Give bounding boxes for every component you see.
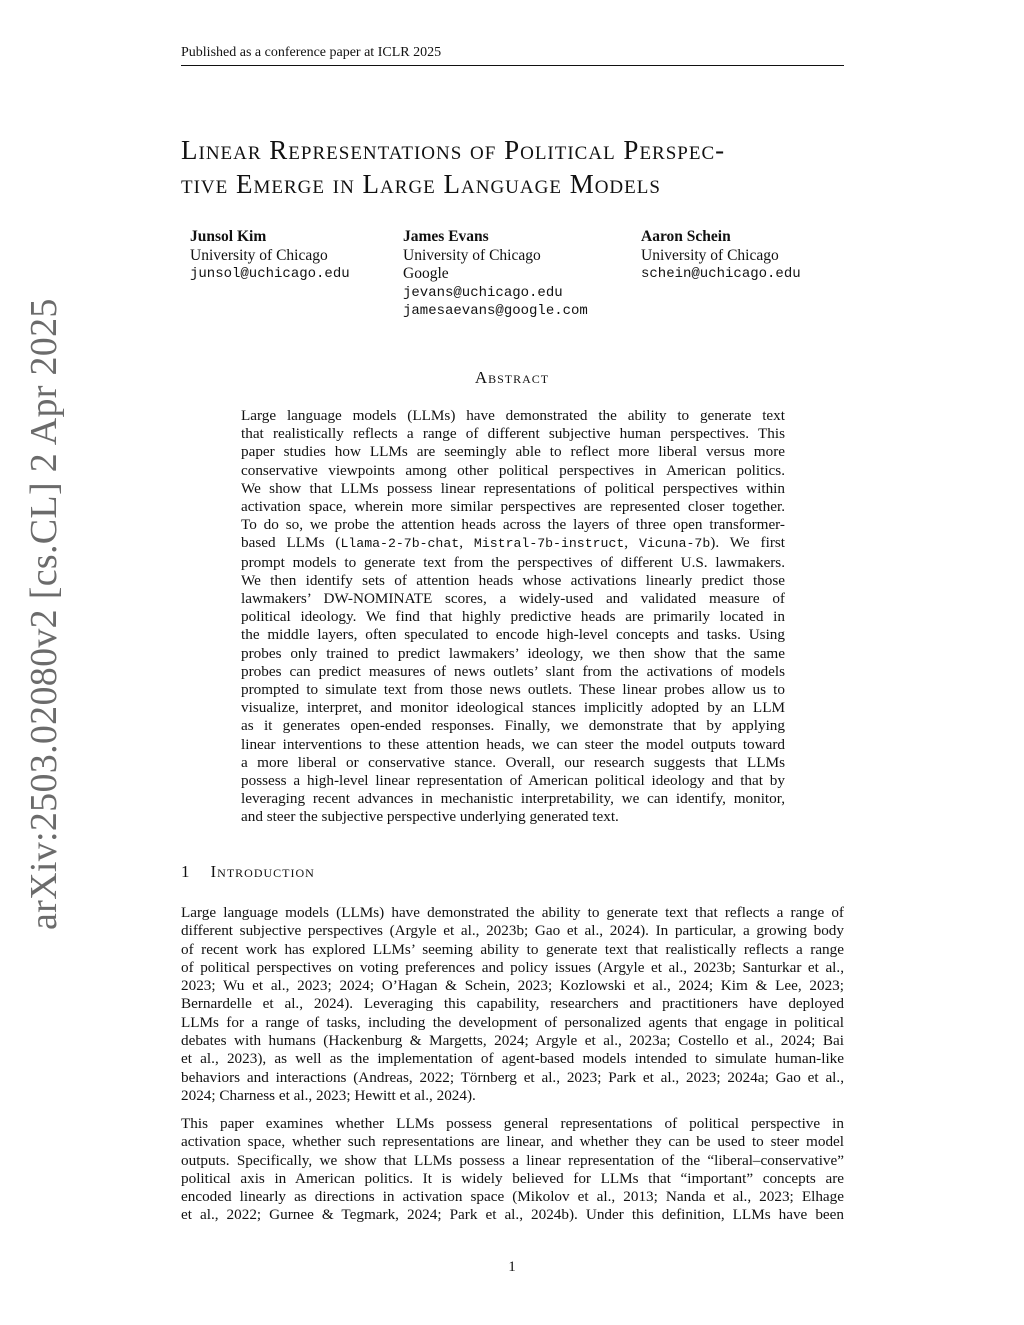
paragraph-line: encoded linearly as directions in activation space (Mikolov et al., 2013; Nanda et al., 2023; Elhage (181, 1188, 844, 1206)
running-head: Published as a conference paper at ICLR 2025 (181, 44, 844, 66)
abstract-line: We show that LLMs possess linear representations of political perspectives within (241, 479, 785, 497)
page-number: 1 (508, 1259, 516, 1275)
model-name-llama: Llama-2-7b-chat (340, 536, 460, 552)
author-name: Aaron Schein (641, 228, 731, 245)
title-line-1: Linear Representations of Political Perspec- (181, 135, 726, 165)
paragraph-line: LLMs for a range of tasks, including the development of personalized agents that engage in political (181, 1013, 844, 1031)
author-affiliation: Google (403, 265, 449, 282)
author-email[interactable]: schein@uchicago.edu (641, 266, 801, 282)
abstract-line: visualize, interpret, and monitor ideological stances implicitly adopted by an LLM (241, 699, 785, 717)
model-name-vicuna: Vicuna-7b (639, 536, 711, 552)
author-email[interactable]: junsol@uchicago.edu (190, 266, 350, 282)
paper-title (181, 133, 861, 201)
abstract-line: lawmakers’ DW-NOMINATE scores, a widely-used and validated measure of (241, 590, 785, 608)
author-name: Junsol Kim (190, 228, 267, 245)
paragraph-line: of political perspectives on voting preferences and policy issues (Argyle et al., 2023b; Santurkar et al., (181, 958, 844, 976)
paragraph-line: 2024; Charness et al., 2023; Hewitt et al., 2024). (181, 1086, 476, 1104)
abstract-line: the middle layers, often speculated to encode high-level concepts and tasks. Using (241, 626, 785, 644)
abstract-line: probes only trained to predict lawmakers’ ideology, we then show that the same (241, 644, 785, 662)
author-affiliation: University of Chicago (403, 246, 541, 264)
paragraph-line: of recent work has explored LLMs’ seeming ability to generate text that realistically reflects a range (181, 940, 844, 958)
abstract-body (241, 407, 785, 827)
abstract-line: possess a high-level linear representation of American political ideology and that by (241, 772, 785, 790)
section-number: 1 (181, 862, 191, 881)
paragraph-line: Large language models (LLMs) have demonstrated the ability to generate text that reflects a range of (181, 904, 844, 921)
paragraph-line: debates with humans (Hackenburg & Margetts, 2024; Argyle et al., 2023a; Costello et al., 2024; Bai (181, 1032, 844, 1050)
paragraph-line: Bernardelle et al., 2024). Leveraging this capability, researchers and practitioners have deployed (181, 995, 844, 1013)
author-affiliation: University of Chicago (190, 246, 328, 264)
abstract-line: and steer the subjective perspective underlying generated text. (241, 808, 619, 826)
abstract-line: political ideology. We find that highly predictive heads are primarily located in (241, 608, 785, 626)
author-email[interactable]: jevans@uchicago.edu (403, 284, 563, 301)
section-title: Introduction (210, 862, 315, 881)
abstract-line: linear interventions to these attention heads, we can steer the model outputs toward (241, 735, 785, 753)
abstract-line (241, 534, 785, 553)
abstract-text: , (624, 534, 640, 552)
abstract-line: paper studies how LLMs are seemingly able to reflect more liberal versus more (241, 443, 785, 461)
abstract-line: leveraging recent advances in mechanistic interpretability, we can identify, monitor, (241, 790, 785, 808)
abstract-line: conservative viewpoints among other political perspectives in American politics. (241, 461, 785, 479)
author-block-2 (403, 228, 588, 321)
abstract-line: prompted to simulate text from those news outlets. These linear probes allow us to (241, 681, 785, 699)
abstract-line: that realistically reflects a range of different subjective human perspectives. This (241, 425, 785, 443)
title-line-2: tive Emerge in Large Language Models (181, 169, 661, 199)
abstract-line: activation space, wherein more similar perspectives are represented closer together. (241, 498, 785, 516)
abstract-line: We then identify sets of attention heads whose activations linearly predict those (241, 571, 785, 589)
paragraph-line: 2023; Wu et al., 2023; 2024; O’Hagan & Schein, 2023; Kozlowski et al., 2024; Kim & Lee, 2023; (181, 977, 844, 995)
abstract-line: a more liberal or conservative stance. Overall, our research suggests that LLMs (241, 753, 785, 771)
section-heading-introduction (181, 862, 315, 882)
abstract-line: To do so, we probe the attention heads across the layers of three open transformer- (241, 516, 785, 534)
abstract-heading: Abstract (474, 368, 550, 387)
arxiv-identifier[interactable]: arXiv:2503.02080v2 [cs.CL] 2 Apr 2025 (23, 298, 65, 930)
author-name: James Evans (403, 228, 489, 245)
abstract-line: prompt models to generate text from the perspectives of different U.S. lawmakers. (241, 553, 785, 571)
abstract-line: probes can predict measures of news outlets’ slant from the activations of models (241, 662, 785, 680)
paragraph-line: et al., 2022; Gurnee & Tegmark, 2024; Park et al., 2024b). Under this definition, LLMs have been (181, 1206, 844, 1224)
abstract-line: Large language models (LLMs) have demonstrated the ability to generate text (241, 407, 785, 424)
intro-paragraph-2 (181, 1115, 844, 1225)
paragraph-line: different subjective perspectives (Argyle et al., 2023b; Gao et al., 2024). In particular, a growing body (181, 922, 844, 940)
author-affiliation: University of Chicago (641, 246, 779, 264)
paragraph-line: activation space, whether such representations are linear, and whether they can be used to steer model (181, 1133, 844, 1151)
abstract-text: , (459, 534, 474, 552)
author-email[interactable]: jamesaevans@google.com (403, 303, 588, 319)
model-name-mistral: Mistral-7b-instruct (473, 536, 625, 552)
paragraph-line: political axis in American politics. It is widely believed for LLMs that “important” concepts are (181, 1169, 844, 1187)
abstract-line: as it generates open-ended responses. Finally, we demonstrate that by applying (241, 717, 785, 735)
abstract-text: based LLMs ( (241, 534, 341, 552)
intro-paragraph-1 (181, 904, 844, 1105)
author-block-1 (190, 228, 350, 284)
paragraph-line: behaviors and interactions (Andreas, 2022; Törnberg et al., 2023; Park et al., 2023; 2024a; Gao et al., (181, 1068, 844, 1086)
paragraph-line: et al., 2023), as well as the implementation of agent-based models intended to simulate human-like (181, 1050, 844, 1068)
author-block-3 (641, 228, 801, 284)
paragraph-line: This paper examines whether LLMs possess general representations of political perspective in (181, 1115, 844, 1132)
abstract-text: ). We first (710, 534, 786, 552)
paragraph-line: outputs. Specifically, we show that LLMs possess a linear representation of the “liberal–conservative” (181, 1151, 844, 1169)
